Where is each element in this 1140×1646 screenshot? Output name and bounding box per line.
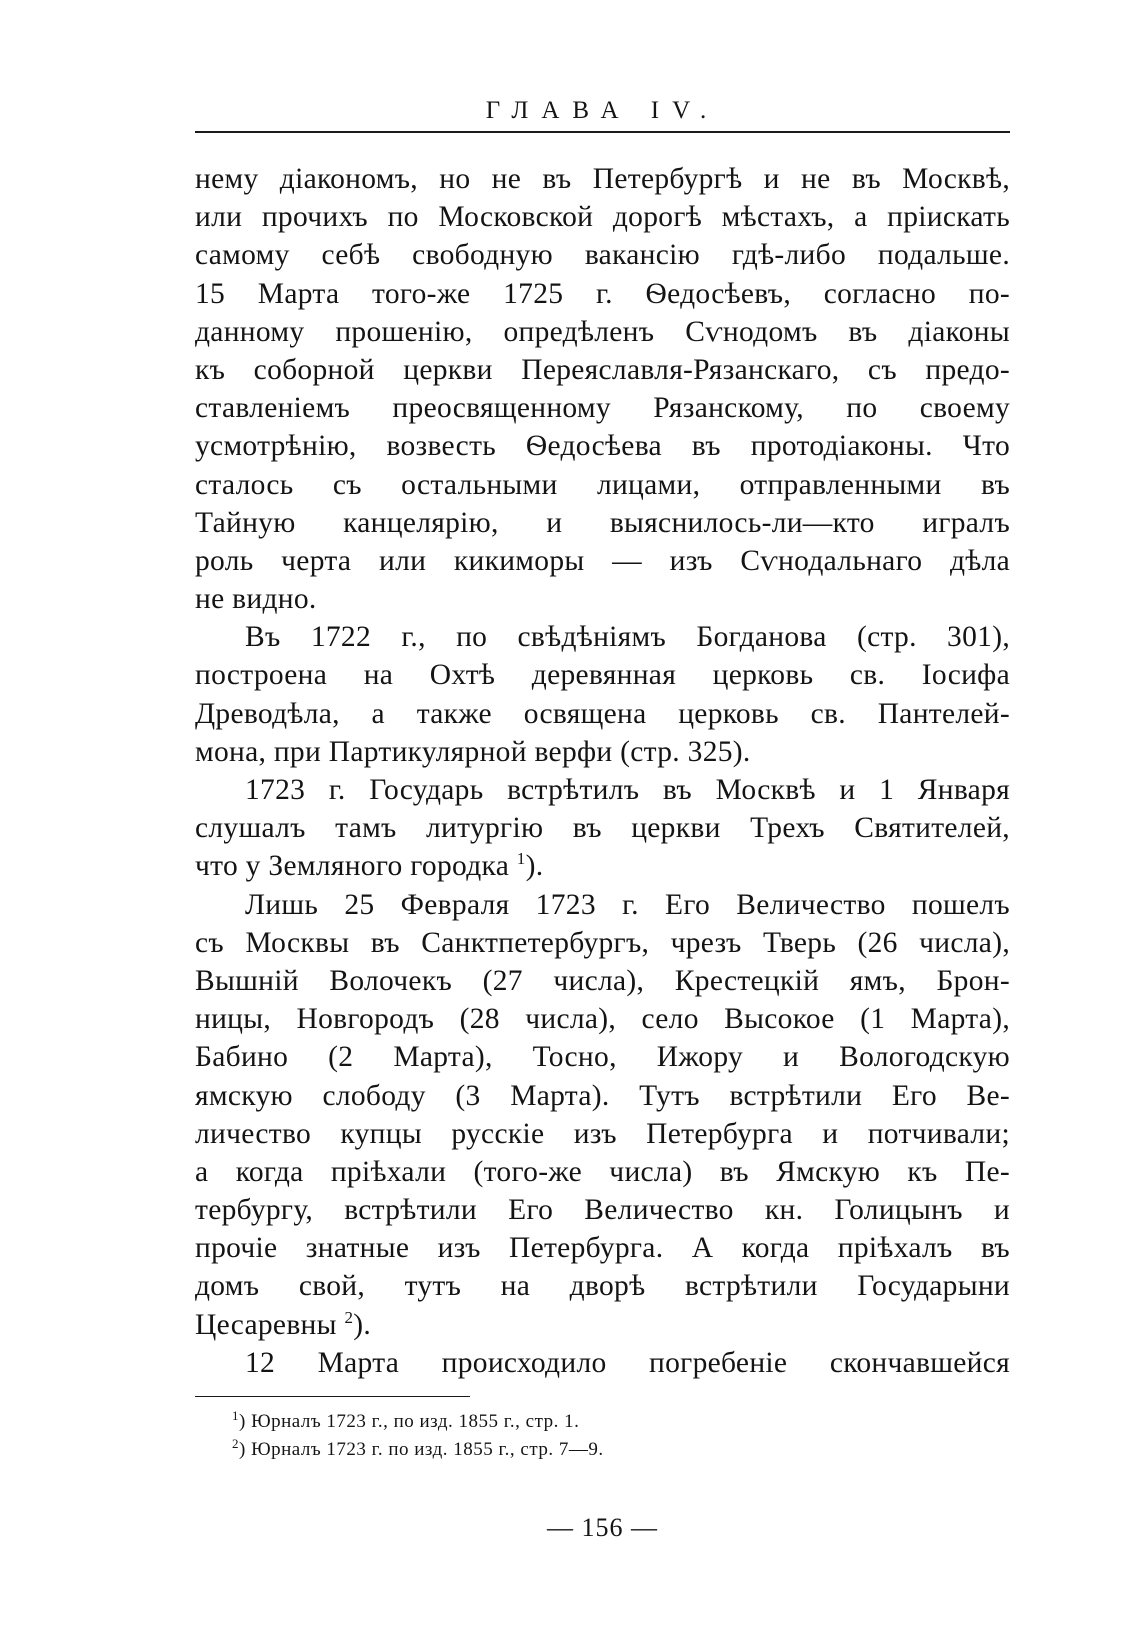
text-line: данному прошенію, опредѣленъ Сѵнодомъ въ діаконы — [195, 315, 1010, 348]
text-line: а когда пріѣхали (того-же числа) въ Ямскую къ Пе- — [195, 1155, 1010, 1188]
text-line: 15 Марта того-же 1725 г. Ѳедосѣевъ, согласно по- — [195, 277, 1010, 310]
text-line: Лишь 25 Февраля 1723 г. Его Величество пошелъ — [245, 888, 1010, 921]
text-line: 1723 г. Государь встрѣтилъ въ Москвѣ и 1 Января — [245, 774, 1010, 806]
header-rule — [195, 131, 1010, 133]
text-line: прочіе знатные изъ Петербурга. А когда пріѣхалъ въ — [195, 1232, 1010, 1265]
chapter-heading: ГЛАВА IV. — [485, 97, 720, 124]
text-line: сталось съ остальными лицами, отправленными въ — [195, 468, 1010, 501]
text-fragment: Цесаревны — [195, 1308, 337, 1341]
text-line: Бабино (2 Марта), Тосно, Ижору и Вологодскую — [195, 1041, 1010, 1074]
footnotes — [232, 1408, 992, 1464]
footnote-1 — [232, 1408, 992, 1436]
text-line: Тайную канцелярію, и выяснилось-ли—кто игралъ — [195, 506, 1010, 539]
text-line: Въ 1722 г., по свѣдѣніямъ Богданова (стр. 301), — [245, 621, 1010, 654]
text-fragment: ). — [525, 850, 544, 883]
footnote-ref-2[interactable]: 2 — [344, 1307, 354, 1327]
page-number: — 156 — — [547, 1513, 658, 1542]
main-text — [195, 160, 1010, 1382]
text-line: 12 Марта происходило погребеніе скончавшейся — [245, 1346, 1010, 1379]
text-line: или прочихъ по Московской дорогѣ мѣстахъ, а пріискать — [195, 201, 1010, 234]
footnote-text: ) Юрналъ 1723 г., по изд. 1855 г., стр. 1. — [239, 1411, 580, 1432]
text-line: ницы, Новгородъ (28 числа), село Высокое (1 Марта), — [195, 1003, 1010, 1036]
text-line: къ соборной церкви Переяславля-Рязанскаго, съ предо- — [195, 353, 1010, 386]
footnote-ref-1[interactable]: 1 — [516, 849, 526, 869]
text-line: мона, при Партикулярной верфи (стр. 325). — [195, 735, 751, 768]
text-line: домъ свой, тутъ на дворѣ встрѣтили Государыни — [195, 1270, 1010, 1303]
text-line: ставленіемъ преосвященному Рязанскому, по своему — [195, 392, 1010, 425]
text-line: самому себѣ свободную вакансію гдѣ-либо подальше. — [195, 239, 1010, 272]
text-line: Древодѣла, а также освящена церковь св. Пантелей- — [195, 697, 1010, 730]
text-line: нему діакономъ, но не въ Петербургѣ и не въ Москвѣ, — [195, 163, 1010, 195]
text-line: съ Москвы въ Санктпетербургъ, чрезъ Тверь (26 числа), — [195, 926, 1010, 959]
footnote-mark: 1 — [232, 1408, 239, 1423]
footnote-rule — [195, 1396, 470, 1397]
footnote-2 — [232, 1436, 992, 1464]
footnote-mark: 2 — [232, 1436, 239, 1451]
text-line: построена на Охтѣ деревянная церковь св. Іосифа — [195, 659, 1010, 692]
text-fragment: что у Земляного городка — [195, 850, 510, 883]
text-line: роль черта или кикиморы — изъ Сѵнодальнаго дѣла — [195, 544, 1010, 577]
text-line: тербургу, встрѣтили Его Величество кн. Голицынъ и — [195, 1194, 1010, 1227]
text-line: личество купцы русскіе изъ Петербурга и потчивали; — [195, 1117, 1010, 1150]
text-line: Вышній Волочекъ (27 числа), Крестецкій ямъ, Брон- — [195, 964, 1010, 997]
footnote-text: ) Юрналъ 1723 г. по изд. 1855 г., стр. 7—9. — [239, 1439, 604, 1460]
text-line-with-footnote — [195, 847, 1010, 885]
text-line: усмотрѣнію, возвесть Ѳедосѣева въ протодіаконы. Что — [195, 430, 1010, 463]
text-line: не видно. — [195, 583, 317, 616]
text-line-with-footnote — [195, 1306, 1010, 1344]
text-line: ямскую слободу (3 Марта). Тутъ встрѣтили Его Ве- — [195, 1079, 1010, 1112]
text-line: слушалъ тамъ литургію въ церкви Трехъ Святителей, — [195, 812, 1010, 845]
text-fragment: ). — [353, 1308, 372, 1341]
